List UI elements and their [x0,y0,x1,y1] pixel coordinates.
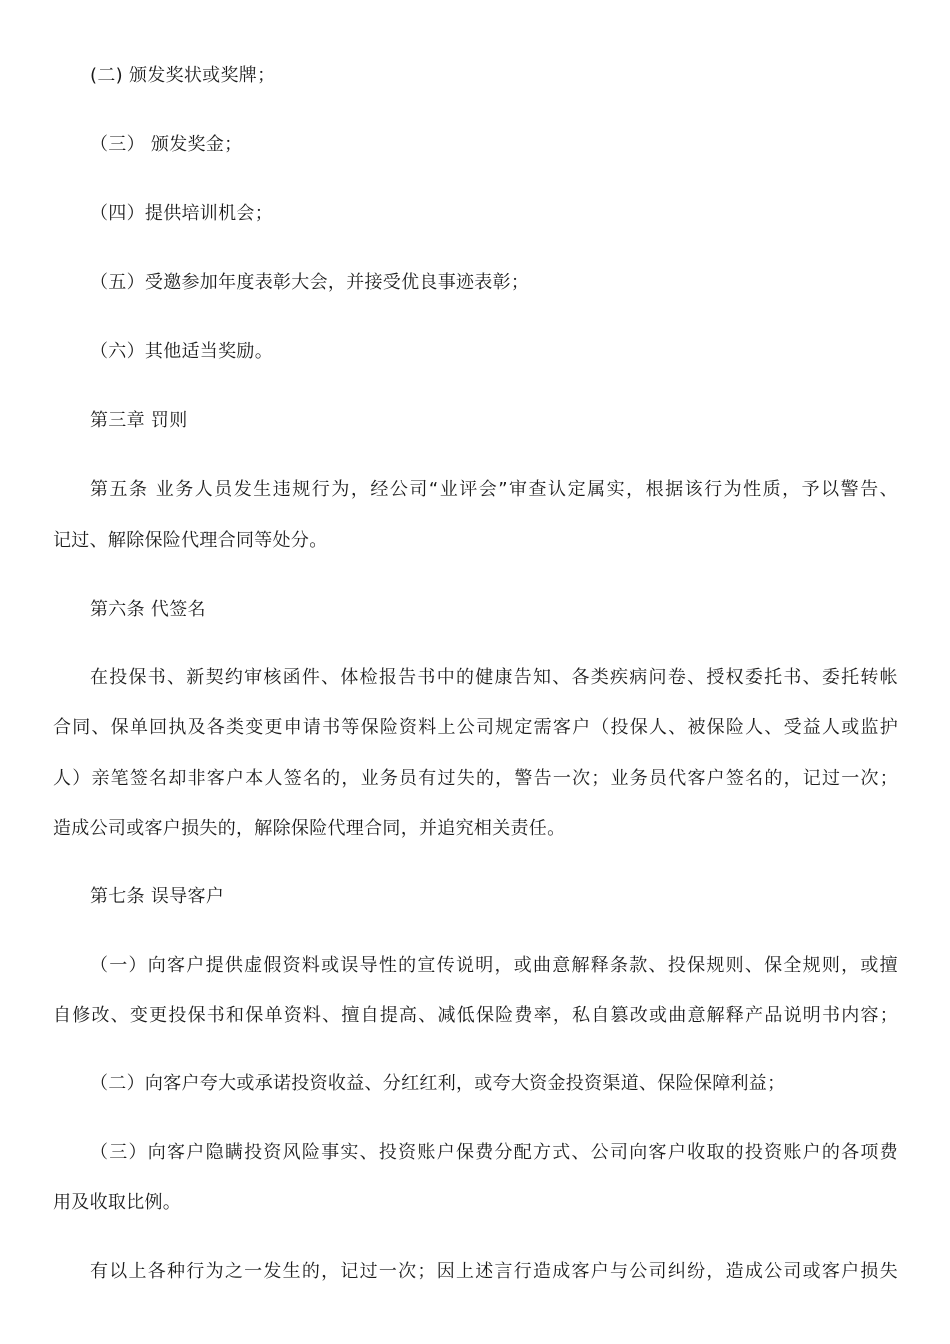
award-item-6: （六）其他适当奖励。 [90,341,273,362]
award-item-5: （五）受邀参加年度表彰大会，并接受优良事迹表彰； [90,272,530,293]
article-7-item-2: （二）向客户夸大或承诺投资收益、分红红利，或夸大资金投资渠道、保险保障利益； [90,1073,786,1094]
article-7-item-1-line-2: 自修改、变更投保书和保单资料、擅自提高、减低保险费率，私自篡改或曲意解释产品说明书内容； [53,1005,898,1026]
article-6-para-line-4: 造成公司或客户损失的，解除保险代理合同，并追究相关责任。 [53,818,566,839]
award-item-3: （三） 颁发奖金； [90,134,243,155]
article-7-heading: 第七条 误导客户 [90,886,225,907]
article-7-item-3-line-2: 用及收取比例。 [53,1192,182,1213]
article-7-item-1-line-1: （一）向客户提供虚假资料或误导性的宣传说明，或曲意解释条款、投保规则、保全规则，或擅 [90,955,898,976]
award-item-2: (二) 颁发奖状或奖牌； [90,65,276,86]
chapter-heading: 第三章 罚则 [90,410,188,431]
article-5-line-1: 第五条 业务人员发生违规行为，经公司“业评会”审查认定属实，根据该行为性质，予以警告、 [90,479,898,500]
article-6-para-line-1: 在投保书、新契约审核函件、体检报告书中的健康告知、各类疾病问卷、授权委托书、委托转帐 [90,667,898,688]
article-6-heading: 第六条 代签名 [90,599,206,620]
award-item-4: （四）提供培训机会； [90,203,273,224]
article-5-line-2: 记过、解除保险代理合同等处分。 [53,530,328,551]
article-6-para-line-2: 合同、保单回执及各类变更申请书等保险资料上公司规定需客户（投保人、被保险人、受益人或监护 [53,717,898,738]
article-7-penalty-line-1: 有以上各种行为之一发生的，记过一次；因上述言行造成客户与公司纠纷，造成公司或客户损失 [90,1261,898,1282]
article-7-item-3-line-1: （三）向客户隐瞒投资风险事实、投资账户保费分配方式、公司向客户收取的投资账户的各项费 [90,1142,898,1163]
article-6-para-line-3: 人）亲笔签名却非客户本人签名的，业务员有过失的，警告一次；业务员代客户签名的，记过一次； [53,768,898,789]
